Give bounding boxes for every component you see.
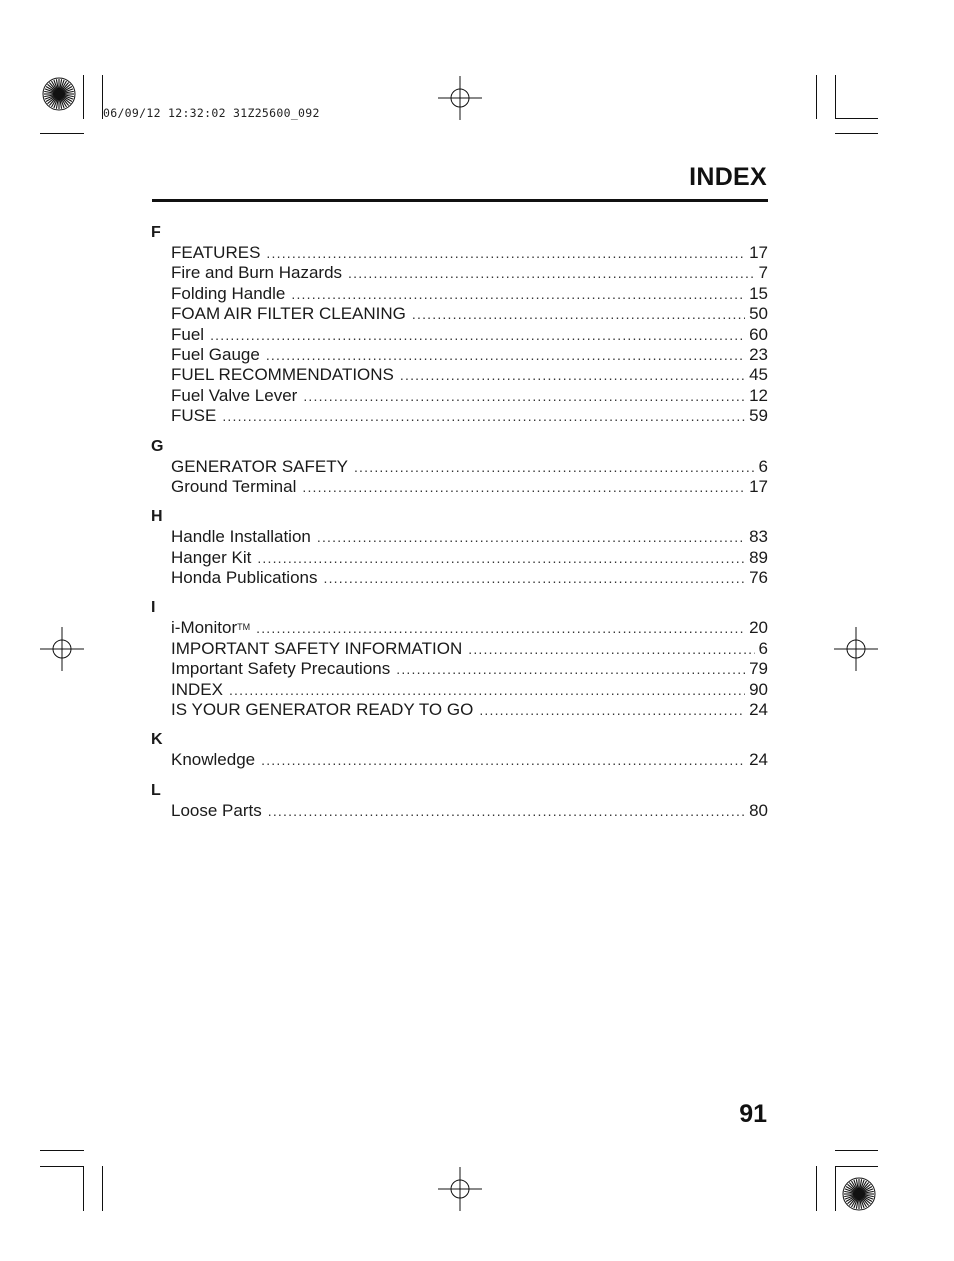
entry-page-number: 83 bbox=[749, 527, 768, 547]
dot-leader bbox=[479, 700, 745, 720]
page-number: 91 bbox=[739, 1100, 767, 1128]
index-section-g bbox=[151, 437, 768, 498]
entry-label bbox=[171, 386, 297, 406]
entry-label bbox=[171, 680, 223, 700]
index-entry[interactable] bbox=[171, 345, 768, 365]
index-section-f bbox=[151, 223, 768, 427]
entry-label-text: IS YOUR GENERATOR READY TO GO bbox=[171, 700, 474, 720]
dot-leader bbox=[303, 386, 745, 406]
entry-label-text: Fire and Burn Hazards bbox=[171, 263, 343, 283]
entry-page-number: 20 bbox=[749, 618, 768, 638]
entry-page-number: 17 bbox=[749, 243, 768, 262]
index-section-i bbox=[151, 598, 768, 720]
registration-mark-icon bbox=[834, 627, 878, 671]
dot-leader bbox=[268, 801, 745, 821]
entry-label-text: Fuel Valve Lever bbox=[171, 385, 298, 405]
index-entry[interactable] bbox=[171, 304, 768, 324]
entry-page-number: 90 bbox=[749, 679, 768, 699]
entry-page-number: 17 bbox=[749, 476, 768, 496]
entry-label bbox=[171, 639, 462, 659]
starburst-mark-icon bbox=[840, 1175, 878, 1213]
entry-page-number: 76 bbox=[749, 568, 768, 588]
crop-mark bbox=[835, 75, 836, 119]
section-letter: G bbox=[151, 437, 164, 455]
index-entry[interactable] bbox=[171, 680, 768, 700]
entry-page-number: 80 bbox=[749, 800, 768, 820]
dot-leader bbox=[317, 527, 745, 547]
entry-label-text: i-Monitor bbox=[171, 618, 238, 638]
entry-label-text: Ground Terminal bbox=[171, 476, 297, 496]
index-entry[interactable] bbox=[171, 700, 768, 720]
section-letter: F bbox=[151, 224, 161, 241]
dot-leader bbox=[396, 659, 745, 679]
dot-leader bbox=[266, 345, 745, 365]
dot-leader bbox=[257, 548, 745, 568]
entry-label bbox=[171, 263, 342, 283]
crop-mark bbox=[835, 133, 878, 134]
entry-label-text: INDEX bbox=[171, 679, 223, 699]
entry-label bbox=[171, 406, 216, 426]
crop-mark bbox=[102, 1166, 103, 1211]
crop-mark bbox=[40, 1166, 84, 1167]
crop-mark bbox=[816, 75, 817, 119]
dot-leader bbox=[229, 680, 745, 700]
index-entry[interactable] bbox=[171, 801, 768, 821]
entry-label-text: FOAM AIR FILTER CLEANING bbox=[171, 304, 406, 324]
trademark-mark: TM bbox=[237, 622, 251, 633]
dot-leader bbox=[348, 263, 755, 283]
page-title: INDEX bbox=[689, 163, 767, 191]
dot-leader bbox=[323, 568, 745, 588]
entry-label-text: Fuel Gauge bbox=[171, 344, 260, 364]
index-list bbox=[151, 223, 768, 831]
section-letter: K bbox=[151, 731, 163, 749]
entry-page-number: 15 bbox=[749, 283, 768, 303]
entry-label-text: Handle Installation bbox=[171, 527, 311, 547]
index-entry[interactable] bbox=[171, 263, 768, 283]
entry-page-number: 12 bbox=[749, 385, 768, 405]
entry-label bbox=[171, 700, 473, 720]
entry-page-number: 79 bbox=[749, 659, 768, 679]
print-job-code: 06/09/12 12:32:02 31Z25600_092 bbox=[103, 106, 320, 120]
crop-mark bbox=[40, 1150, 84, 1151]
entry-label bbox=[171, 243, 260, 263]
index-entry[interactable] bbox=[171, 618, 768, 638]
index-entry[interactable] bbox=[171, 325, 768, 345]
crop-mark bbox=[835, 1150, 878, 1151]
index-entry[interactable] bbox=[171, 659, 768, 679]
index-entry[interactable] bbox=[171, 406, 768, 426]
dot-leader bbox=[256, 618, 745, 638]
entry-label-text: Loose Parts bbox=[171, 800, 262, 820]
dot-leader bbox=[400, 365, 745, 385]
index-entry[interactable] bbox=[171, 639, 768, 659]
index-entry[interactable] bbox=[171, 750, 768, 770]
entry-label-text: FUSE bbox=[171, 406, 217, 426]
index-entry[interactable] bbox=[171, 243, 768, 263]
entry-label-text: Knowledge bbox=[171, 750, 256, 770]
registration-mark-icon bbox=[40, 627, 84, 671]
entry-label bbox=[171, 365, 394, 385]
entry-label-text: FUEL RECOMMENDATIONS bbox=[171, 365, 394, 385]
registration-mark-icon bbox=[438, 1167, 482, 1211]
crop-mark bbox=[816, 1166, 817, 1211]
entry-page-number: 6 bbox=[758, 638, 768, 658]
entry-label bbox=[171, 457, 348, 477]
entry-label-text: Fuel bbox=[171, 324, 205, 344]
registration-mark-icon bbox=[438, 76, 482, 120]
entry-label bbox=[171, 548, 251, 568]
crop-mark bbox=[83, 75, 84, 119]
entry-label bbox=[171, 659, 390, 679]
entry-label-text: FEATURES bbox=[171, 243, 261, 262]
dot-leader bbox=[261, 750, 745, 770]
entry-page-number: 45 bbox=[749, 365, 768, 385]
entry-label bbox=[171, 750, 255, 770]
entry-label bbox=[171, 568, 317, 588]
entry-label-text: Folding Handle bbox=[171, 283, 286, 303]
entry-label bbox=[171, 477, 296, 497]
entry-page-number: 59 bbox=[749, 406, 768, 426]
entry-label-text: Honda Publications bbox=[171, 568, 318, 588]
entry-page-number: 50 bbox=[749, 304, 768, 324]
entry-label-text: Hanger Kit bbox=[171, 547, 252, 567]
section-letter: H bbox=[151, 508, 163, 526]
entry-label-text: GENERATOR SAFETY bbox=[171, 456, 348, 476]
entry-page-number: 7 bbox=[758, 263, 768, 283]
dot-leader bbox=[302, 477, 745, 497]
section-letter: I bbox=[151, 599, 156, 617]
entry-page-number: 89 bbox=[749, 547, 768, 567]
entry-label bbox=[171, 345, 260, 365]
index-entry[interactable] bbox=[171, 477, 768, 497]
title-divider bbox=[152, 199, 768, 202]
dot-leader bbox=[291, 284, 745, 304]
starburst-mark-icon bbox=[40, 75, 78, 113]
crop-mark bbox=[835, 1166, 878, 1167]
index-section-h bbox=[151, 507, 768, 588]
dot-leader bbox=[210, 325, 745, 345]
dot-leader bbox=[354, 457, 755, 477]
index-entry[interactable] bbox=[171, 386, 768, 406]
crop-mark bbox=[835, 118, 878, 119]
entry-page-number: 60 bbox=[749, 324, 768, 344]
entry-label bbox=[171, 801, 262, 821]
entry-label-text: IMPORTANT SAFETY INFORMATION bbox=[171, 638, 463, 658]
section-letter: L bbox=[151, 781, 161, 799]
entry-page-number: 24 bbox=[749, 750, 768, 770]
entry-label bbox=[171, 527, 311, 547]
index-entry[interactable] bbox=[171, 527, 768, 547]
dot-leader bbox=[412, 304, 745, 324]
dot-leader bbox=[222, 406, 745, 426]
entry-label bbox=[171, 618, 250, 638]
entry-page-number: 6 bbox=[758, 456, 768, 476]
crop-mark bbox=[83, 1166, 84, 1211]
dot-leader bbox=[468, 639, 754, 659]
entry-label-text: Important Safety Precautions bbox=[171, 659, 391, 679]
index-entry[interactable] bbox=[171, 548, 768, 568]
dot-leader bbox=[266, 243, 745, 263]
entry-label bbox=[171, 304, 406, 324]
index-entry[interactable] bbox=[171, 457, 768, 477]
crop-mark bbox=[40, 133, 84, 134]
index-section-l bbox=[151, 781, 768, 821]
crop-mark bbox=[835, 1166, 836, 1211]
index-entry[interactable] bbox=[171, 365, 768, 385]
index-entry[interactable] bbox=[171, 284, 768, 304]
entry-label bbox=[171, 284, 285, 304]
entry-page-number: 24 bbox=[749, 700, 768, 720]
entry-page-number: 23 bbox=[749, 344, 768, 364]
index-section-k bbox=[151, 730, 768, 770]
index-entry[interactable] bbox=[171, 568, 768, 588]
entry-label bbox=[171, 325, 204, 345]
